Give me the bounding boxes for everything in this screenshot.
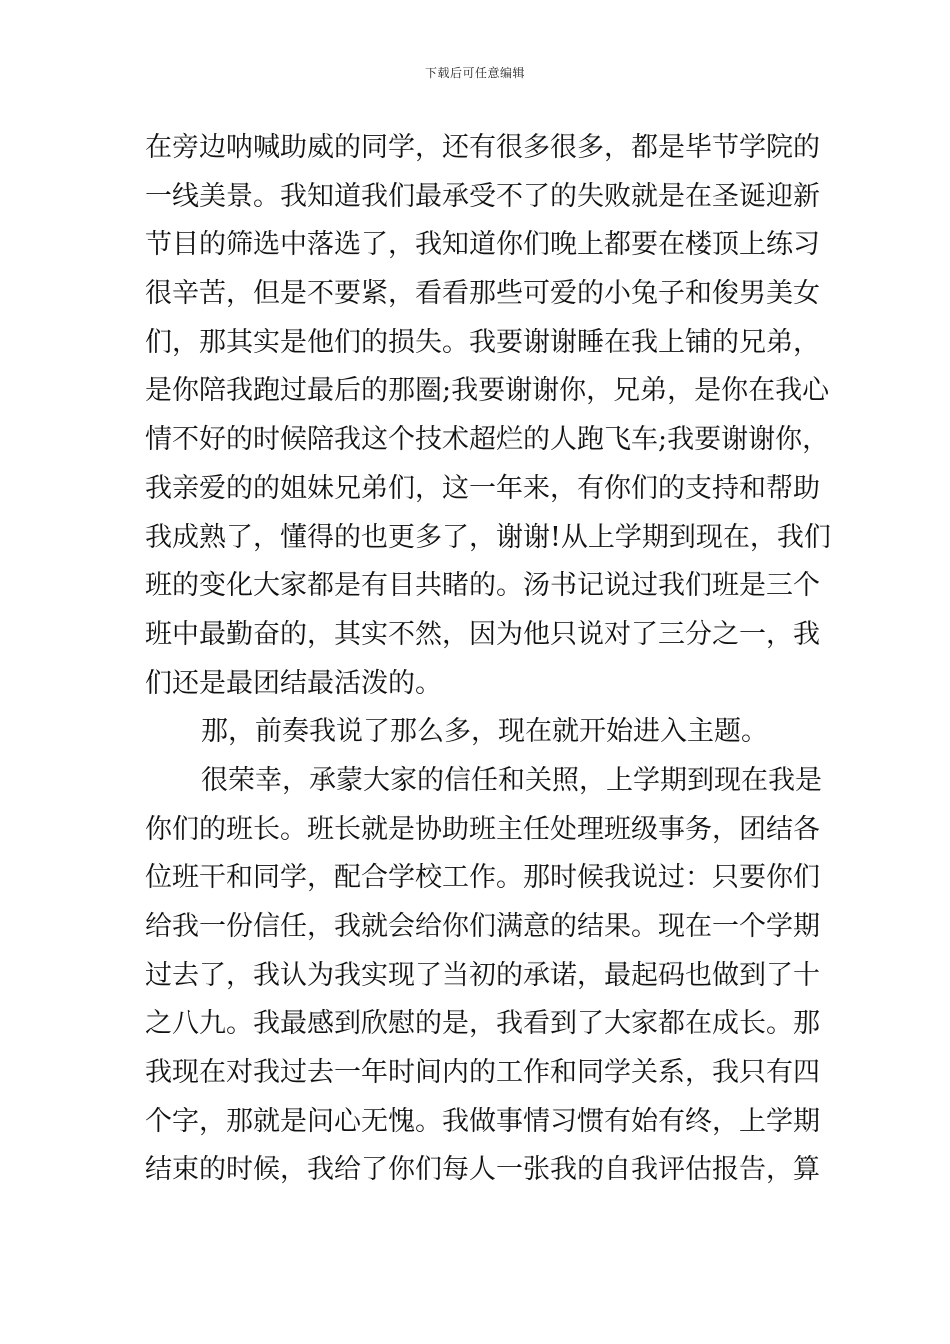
text-line: 班的变化大家都是有目共睹的。汤书记说过我们班是三个 bbox=[145, 570, 820, 602]
text-line: 班中最勤奋的，其实不然，因为他只说对了三分之一，我 bbox=[145, 618, 820, 650]
text-line: 过去了，我认为我实现了当初的承诺，最起码也做到了十 bbox=[145, 959, 820, 991]
paragraph bbox=[145, 708, 809, 757]
text-line: 位班干和同学，配合学校工作。那时候我说过：只要你们 bbox=[145, 862, 820, 894]
text-line: 那，前奏我说了那么多，现在就开始进入主题。 bbox=[201, 716, 768, 748]
text-line: 你们的班长。班长就是协助班主任处理班级事务，团结各 bbox=[145, 813, 820, 845]
document-body bbox=[145, 124, 831, 1195]
page-header: 下载后可任意编辑 bbox=[424, 66, 525, 80]
text-line: 个字，那就是问心无愧。我做事情习惯有始有终，上学期 bbox=[145, 1105, 820, 1137]
text-line: 在旁边呐喊助威的同学，还有很多很多，都是毕节学院的 bbox=[145, 132, 820, 163]
text-line: 们还是最团结最活泼的。 bbox=[145, 667, 442, 699]
text-line: 很荣幸，承蒙大家的信任和关照，上学期到现在我是 bbox=[201, 764, 822, 796]
paragraph bbox=[145, 757, 822, 1195]
text-line: 之八九。我最感到欣慰的是，我看到了大家都在成长。那 bbox=[145, 1008, 820, 1040]
text-line: 情不好的时候陪我这个技术超烂的人跑飞车;我要谢谢你， bbox=[145, 424, 830, 456]
text-line: 们，那其实是他们的损失。我要谢谢睡在我上铺的兄弟， bbox=[145, 326, 820, 358]
text-line: 给我一份信任，我就会给你们满意的结果。现在一个学期 bbox=[145, 911, 820, 942]
paragraph bbox=[145, 124, 831, 708]
text-line: 我成熟了，懂得的也更多了，谢谢!从上学期到现在，我们 bbox=[145, 521, 831, 553]
text-line: 我亲爱的的姐妹兄弟们，这一年来，有你们的支持和帮助 bbox=[145, 472, 820, 504]
text-line: 很辛苦，但是不要紧，看看那些可爱的小兔子和俊男美女 bbox=[145, 278, 820, 310]
text-line: 我现在对我过去一年时间内的工作和同学关系，我只有四 bbox=[145, 1057, 820, 1089]
text-line: 一线美景。我知道我们最承受不了的失败就是在圣诞迎新 bbox=[145, 180, 820, 212]
text-line: 节目的筛选中落选了，我知道你们晚上都要在楼顶上练习 bbox=[145, 229, 820, 261]
text-line: 结束的时候，我给了你们每人一张我的自我评估报告，算 bbox=[145, 1154, 820, 1186]
text-line: 是你陪我跑过最后的那圈;我要谢谢你，兄弟，是你在我心 bbox=[145, 375, 830, 407]
